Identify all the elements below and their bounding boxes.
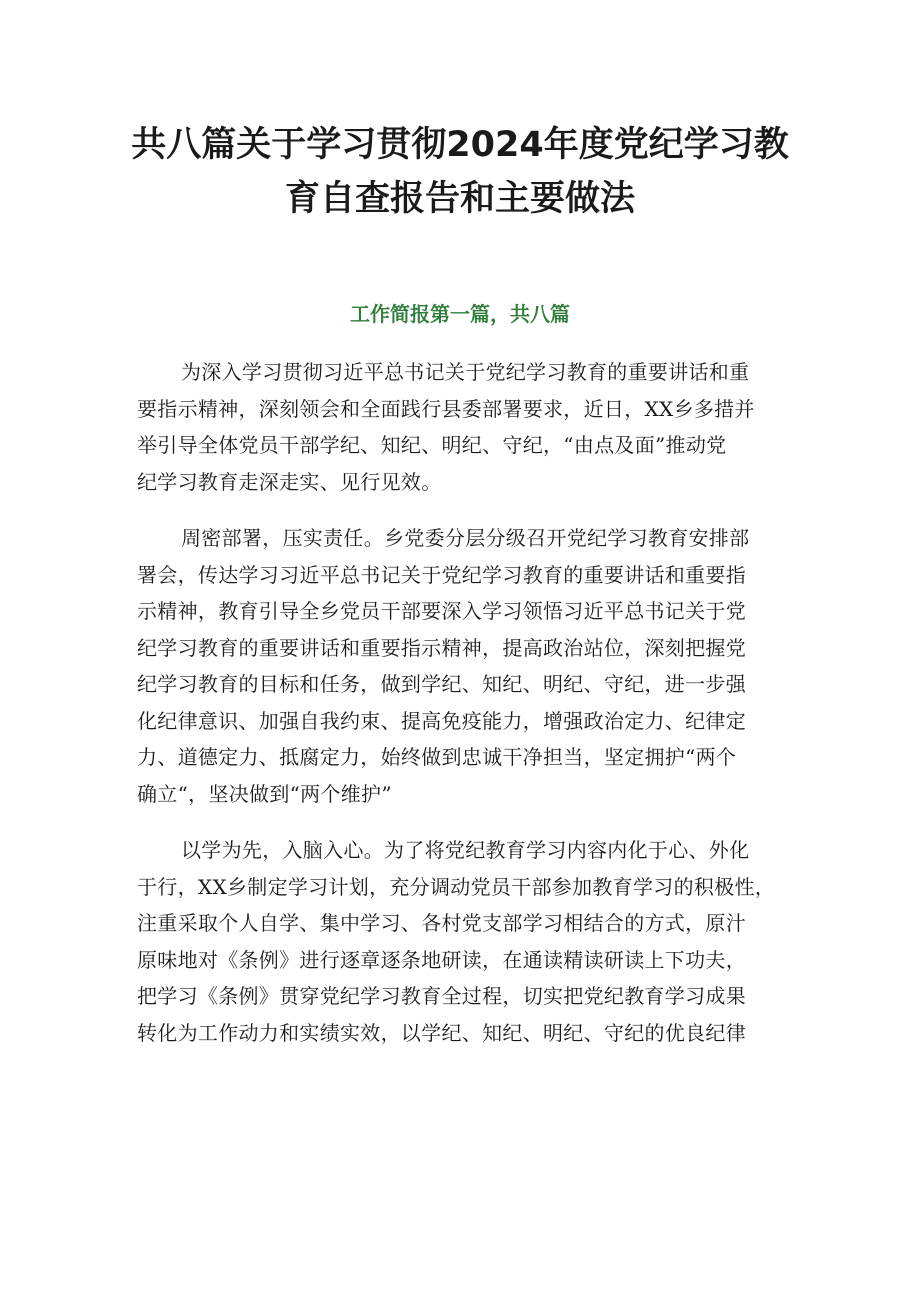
text-line: 于行，XX乡制定学习计划，充分调动党员干部参加教育学习的积极性， (137, 874, 776, 899)
text-line: 周密部署，压实责任。乡党委分层分级召开党纪学习教育安排部 (181, 526, 750, 550)
document-body (137, 354, 793, 1071)
text-line: 力、道德定力、抵腐定力，始终做到忠诚干净担当，坚定拥护“两个 (137, 745, 737, 769)
title-line: 育自查报告和主要做法 (284, 179, 635, 219)
text-line: 署会，传达学习习近平总书记关于党纪学习教育的重要讲话和重要指 (137, 562, 746, 587)
text-line: 确立“，坚决做到“两个维护” (137, 781, 392, 806)
document-title (120, 118, 800, 226)
section-subtitle: 工作简报第一篇，共八篇 (350, 302, 570, 326)
paragraph-2 (137, 520, 793, 812)
text-line: 转化为工作动力和实绩实效，以学纪、知纪、明纪、守纪的优良纪律 (137, 1020, 746, 1045)
text-line: 纪学习教育的重要讲话和重要指示精神，提高政治站位，深刻把握党 (137, 635, 746, 660)
text-line: 纪学习教育的目标和任务，做到学纪、知纪、明纪、守纪，进一步强 (137, 672, 746, 696)
title-line: 共八篇关于学习贯彻2024年度党纪学习教 (131, 125, 789, 165)
text-line: 注重采取个人自学、集中学习、各村党支部学习相结合的方式，原汁 (137, 911, 746, 935)
text-line: 原味地对《条例》进行逐章逐条地研读，在通读精读研读上下功夫， (137, 947, 746, 972)
text-line: 举引导全体党员干部学纪、知纪、明纪、守纪，“由点及面”推动党 (137, 433, 727, 457)
paragraph-1 (137, 354, 793, 500)
text-line: 纪学习教育走深走实、见行见效。 (137, 469, 442, 494)
text-line: 以学为先，入脑入心。为了将党纪教育学习内容内化于心、外化 (181, 838, 750, 862)
text-line: 化纪律意识、加强自我约束、提高免疫能力，增强政治定力、纪律定 (137, 708, 746, 733)
text-line: 要指示精神，深刻领会和全面践行县委部署要求，近日，XX乡多措并 (137, 396, 755, 421)
text-line: 把学习《条例》贯穿党纪学习教育全过程，切实把党纪教育学习成果 (137, 984, 746, 1008)
paragraph-3 (137, 832, 793, 1051)
text-line: 为深入学习贯彻习近平总书记关于党纪学习教育的重要讲话和重 (181, 360, 750, 384)
text-line: 示精神，教育引导全乡党员干部要深入学习领悟习近平总书记关于党 (137, 599, 746, 623)
